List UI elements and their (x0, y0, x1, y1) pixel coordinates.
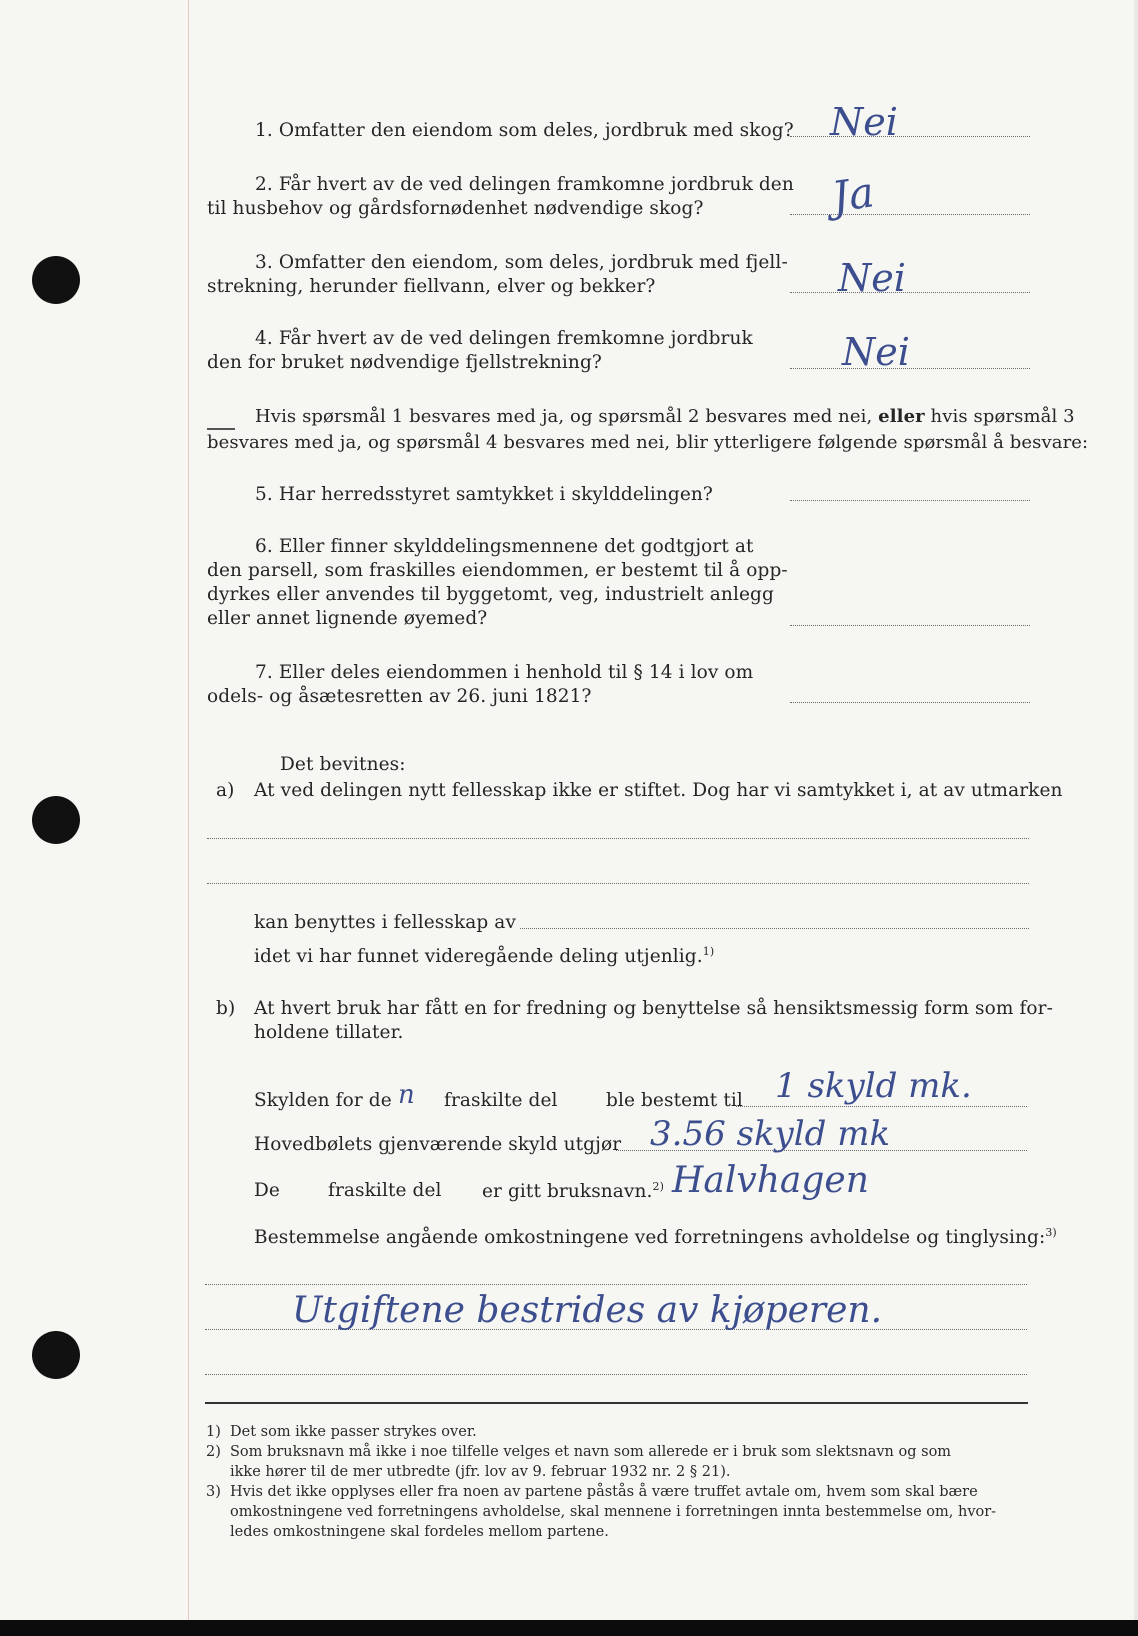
name-label-text: er gitt bruksnavn. (482, 1181, 653, 1203)
item-a-text: At ved delingen nytt fellesskap ikke er stiftet. Dog har vi samtykket i, at av utmarken (254, 780, 1063, 801)
cost-line (205, 1374, 1027, 1375)
question-2-line-1: 2. Får hvert av de ved delingen framkomne jordbruk den (255, 174, 794, 195)
conditional-text: hvis spørsmål 3 (924, 406, 1075, 427)
answer-line-3 (790, 292, 1030, 293)
farm-name-value: Halvhagen (672, 1160, 869, 1201)
question-7-line-1: 7. Eller deles eiendommen i henhold til § 14 i lov om (255, 662, 754, 683)
skyld-label-b: fraskilte del (444, 1090, 558, 1111)
question-6-line-4: eller annet lignende øyemed? (207, 608, 488, 629)
skyld-label-a: Skylden for de (254, 1090, 392, 1111)
conditional-line-2: besvares med ja, og spørsmål 4 besvares med nei, blir ytterligere følgende spørsmål å besvare: (207, 432, 1089, 453)
punch-hole (32, 256, 80, 304)
question-3-line-1: 3. Omfatter den eiendom, som deles, jordbruk med fjell- (255, 252, 788, 273)
common-use-label: kan benyttes i fellesskap av (254, 912, 516, 933)
footnote-3-line-1: Hvis det ikke opplyses eller fra noen av partene påstås å være truffet avtale om, hvem som skal bære (230, 1484, 978, 1500)
cost-label-text: Bestemmelse angående omkostningene ved forretningens avholdelse og tinglysing: (254, 1227, 1046, 1249)
cost-value: Utgiftene bestrides av kjøperen. (292, 1290, 883, 1331)
answer-line-1 (790, 136, 1030, 137)
footnote-1-mark: 1) (206, 1424, 221, 1440)
skyld-line (736, 1106, 1027, 1107)
conditional-line-1 (255, 406, 1075, 427)
question-1: 1. Omfatter den eiendom som deles, jordbruk med skog? (255, 120, 794, 141)
name-label-b: fraskilte del (328, 1180, 442, 1201)
footnote-2-line-2: ikke hører til de mer utbredte (jfr. lov av 9. februar 1932 nr. 2 § 21). (230, 1464, 731, 1480)
skyld-handwritten-suffix: n (398, 1080, 415, 1110)
answer-line-7 (790, 702, 1030, 703)
division-sentence: idet vi har funnet videregående deling utjenlig. (254, 946, 703, 968)
division-text (254, 945, 714, 967)
name-label-a: De (254, 1180, 280, 1201)
footnote-3-line-2: omkostningene ved forretningens avholdelse, skal mennene i forretningen innta bestemmelse om, hvor- (230, 1504, 997, 1520)
name-label-c (482, 1180, 664, 1202)
question-6-line-2: den parsell, som fraskilles eiendommen, er bestemt til å opp- (207, 560, 788, 581)
question-4-line-2: den for bruket nødvendige fjellstrekning? (207, 352, 602, 373)
common-use-line (520, 928, 1029, 929)
footnote-2-mark: 2) (206, 1444, 221, 1460)
footnote-3-line-3: ledes omkostningene skal fordeles mellom partene. (230, 1524, 609, 1540)
footnote-ref: 3) (1045, 1226, 1057, 1239)
question-4-line-1: 4. Får hvert av de ved delingen fremkomne jordbruk (255, 328, 753, 349)
item-b-line-1: At hvert bruk har fått en for fredning og benyttelse så hensiktsmessig form som for- (254, 998, 1053, 1019)
footnote-rule (205, 1402, 1028, 1404)
testimony-heading: Det bevitnes: (280, 754, 406, 775)
answer-line-2 (790, 214, 1030, 215)
margin-dash (207, 428, 235, 430)
cost-label (254, 1226, 1057, 1248)
blank-line (207, 883, 1029, 884)
item-b-label: b) (216, 998, 236, 1019)
punch-hole (32, 796, 80, 844)
footnote-ref: 1) (702, 945, 715, 958)
item-a-label: a) (216, 780, 235, 801)
answer-3: Nei (838, 256, 906, 300)
skyld-label-c: ble bestemt til (606, 1090, 743, 1111)
hoved-label: Hovedbølets gjenværende skyld utgjør (254, 1134, 622, 1155)
footnote-ref: 2) (652, 1180, 664, 1193)
answer-2: Ja (828, 167, 878, 222)
hoved-value: 3.56 skyld mk (650, 1114, 891, 1154)
question-5: 5. Har herredsstyret samtykket i skylddelingen? (255, 484, 713, 505)
conditional-text: Hvis spørsmål 1 besvares med ja, og spørsmål 2 besvares med nei, (255, 406, 879, 427)
question-3-line-2: strekning, herunder fiellvann, elver og bekker? (207, 276, 656, 297)
question-7-line-2: odels- og åsætesretten av 26. juni 1821? (207, 686, 592, 707)
cost-line (205, 1284, 1027, 1285)
blank-line (207, 838, 1029, 839)
question-6-line-1: 6. Eller finner skylddelingsmennene det godtgjort at (255, 536, 754, 557)
margin-line (188, 0, 189, 1620)
item-b-line-2: holdene tillater. (254, 1022, 404, 1043)
conditional-emphasis: eller (878, 406, 925, 427)
answer-1: Nei (830, 100, 898, 144)
punch-hole (32, 1331, 80, 1379)
answer-line-6 (790, 625, 1030, 626)
answer-line-4 (790, 368, 1030, 369)
question-2-line-2: til husbehov og gårdsfornødenhet nødvendige skog? (207, 198, 704, 219)
footnote-1: Det som ikke passer strykes over. (230, 1424, 477, 1440)
footnote-3-mark: 3) (206, 1484, 221, 1500)
skyld-value: 1 skyld mk. (775, 1066, 972, 1106)
question-6-line-3: dyrkes eller anvendes til byggetomt, veg, industrielt anlegg (207, 584, 774, 605)
answer-4: Nei (842, 330, 910, 374)
footnote-2-line-1: Som bruksnavn må ikke i noe tilfelle velges et navn som allerede er i bruk som slektsnavn og som (230, 1444, 952, 1460)
answer-line-5 (790, 500, 1030, 501)
